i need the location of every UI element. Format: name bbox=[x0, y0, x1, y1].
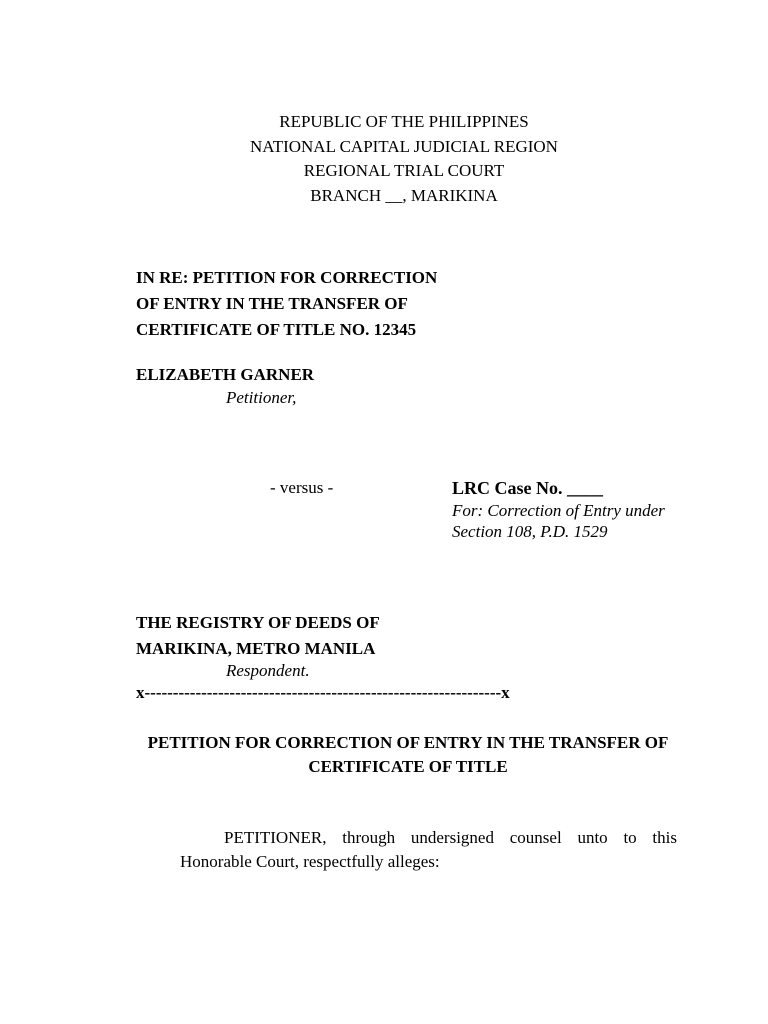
header-republic: REPUBLIC OF THE PHILIPPINES bbox=[279, 112, 529, 131]
header-court: REGIONAL TRIAL COURT bbox=[303, 161, 505, 180]
body-line-2: Honorable Court, respectfully alleges: bbox=[180, 852, 440, 871]
case-info bbox=[452, 476, 665, 542]
body-line-1: PETITIONER, through undersigned counsel unto to this bbox=[224, 828, 677, 847]
case-for-line-2: Section 108, P.D. 1529 bbox=[452, 522, 608, 541]
versus-label: - versus - bbox=[270, 478, 334, 497]
petition-title bbox=[136, 731, 680, 779]
in-re-line-3: CERTIFICATE OF TITLE NO. 12345 bbox=[136, 320, 417, 339]
respondent-line-1: THE REGISTRY OF DEEDS OF bbox=[136, 613, 380, 632]
petition-title-line-1: PETITION FOR CORRECTION OF ENTRY IN THE TRANSFER OF bbox=[147, 733, 669, 752]
court-header bbox=[0, 110, 768, 208]
respondent-name bbox=[136, 610, 380, 662]
petitioner-name: ELIZABETH GARNER bbox=[136, 365, 315, 384]
header-judicial-region: NATIONAL CAPITAL JUDICIAL REGION bbox=[250, 136, 558, 156]
petition-title-line-2: CERTIFICATE OF TITLE bbox=[308, 757, 508, 776]
case-for-line-1: For: Correction of Entry under bbox=[452, 501, 665, 520]
in-re-line-1: IN RE: PETITION FOR CORRECTION bbox=[136, 268, 438, 287]
petitioner-role: Petitioner, bbox=[226, 388, 297, 407]
in-re-caption bbox=[136, 265, 437, 343]
case-number: LRC Case No. ____ bbox=[452, 478, 603, 498]
caption-separator: x---------------------------------------------------------------x bbox=[136, 683, 510, 702]
respondent-role: Respondent. bbox=[226, 661, 310, 680]
body-paragraph bbox=[180, 826, 677, 874]
respondent-line-2: MARIKINA, METRO MANILA bbox=[136, 639, 376, 658]
in-re-line-2: OF ENTRY IN THE TRANSFER OF bbox=[136, 294, 408, 313]
header-branch: BRANCH __, MARIKINA bbox=[310, 185, 498, 205]
